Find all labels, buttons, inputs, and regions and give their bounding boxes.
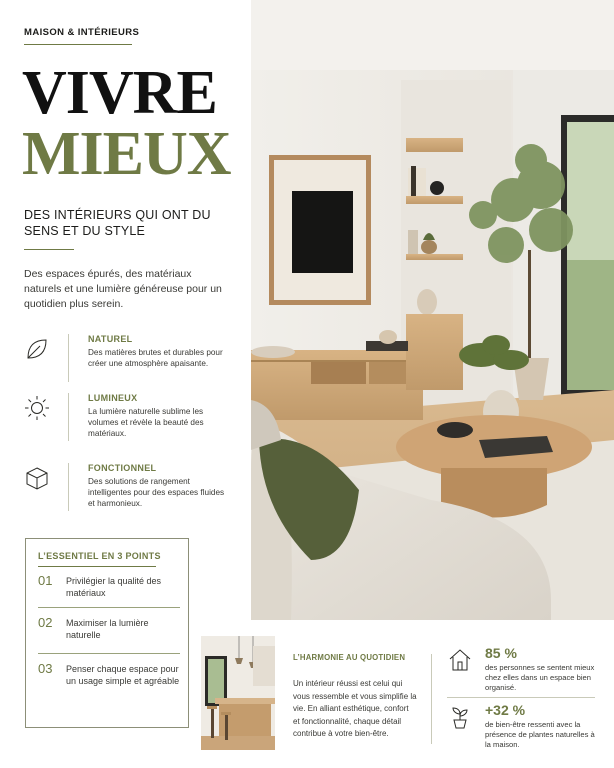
feature-divider (68, 334, 69, 382)
page-title (22, 59, 231, 188)
plant-icon (447, 704, 473, 730)
point-number: 03 (38, 661, 53, 676)
feature-divider (68, 463, 69, 511)
stat-value: +32 % (485, 702, 526, 718)
feature-title: FONCTIONNEL (88, 463, 157, 473)
feature-fonctionnel (24, 463, 238, 519)
brand-divider (24, 44, 132, 45)
essentials-box (25, 538, 189, 728)
stat-text: de bien-être ressenti avec la présence de plantes naturelles à la maison. (485, 720, 595, 749)
feature-divider (68, 393, 69, 441)
feature-lumineux (24, 393, 238, 449)
stat-text: des personnes se sentent mieux chez elles dans un espace bien organisé. (485, 663, 595, 692)
cube-icon (24, 465, 50, 491)
harmony-divider (431, 654, 432, 744)
point-text: Penser chaque espace pour un usage simple et agréable (66, 664, 180, 686)
living-room-illustration (251, 0, 614, 620)
intro-text: Des espaces épurés, des matériaux naturels et une lumière généreuse pour un quotidien plus serein. (24, 268, 222, 310)
point-number: 01 (38, 573, 53, 588)
point-divider (38, 653, 180, 654)
harmony-title: L’HARMONIE AU QUOTIDIEN (293, 653, 406, 662)
title-line-2: MIEUX (22, 119, 231, 188)
stat-organisation (447, 645, 597, 705)
essentials-title: L’ESSENTIEL EN 3 POINTS (38, 551, 161, 561)
essentials-divider (38, 566, 156, 567)
sun-icon (24, 395, 50, 421)
point-number: 02 (38, 615, 53, 630)
stat-plantes (447, 702, 597, 762)
brand-label: MAISON & INTÉRIEURS (24, 27, 140, 38)
living-room-photo (251, 0, 614, 620)
point-text: Maximiser la lumière naturelle (66, 618, 149, 640)
title-line-1: VIVRE (22, 59, 217, 127)
feature-text: Des solutions de rangement intelligentes pour des espaces fluides et harmonieux. (88, 477, 225, 508)
stat-divider (447, 697, 595, 698)
harmony-text: Un intérieur réussi est celui qui vous ressemble et vous simplifie la vie. En alliant esthétique, confort et fonctionnalité, chaque détail contribue à votre bien-être. (293, 679, 417, 738)
point-text: Privilégier la qualité des matériaux (66, 576, 162, 598)
point-divider (38, 607, 180, 608)
feature-title: NATUREL (88, 334, 133, 344)
kitchen-thumbnail (201, 636, 275, 750)
feature-title: LUMINEUX (88, 393, 138, 403)
stat-value: 85 % (485, 645, 517, 661)
feature-naturel (24, 334, 238, 390)
kitchen-illustration (201, 636, 275, 750)
house-icon (447, 647, 473, 673)
subtitle: DES INTÉRIEURS QUI ONT DU SENS ET DU STYLE (24, 208, 211, 238)
feature-text: Des matières brutes et durables pour créer une atmosphère apaisante. (88, 348, 223, 368)
subtitle-divider (24, 249, 74, 250)
feature-text: La lumière naturelle sublime les volumes et révèle la beauté des matériaux. (88, 407, 204, 438)
leaf-icon (24, 336, 50, 362)
